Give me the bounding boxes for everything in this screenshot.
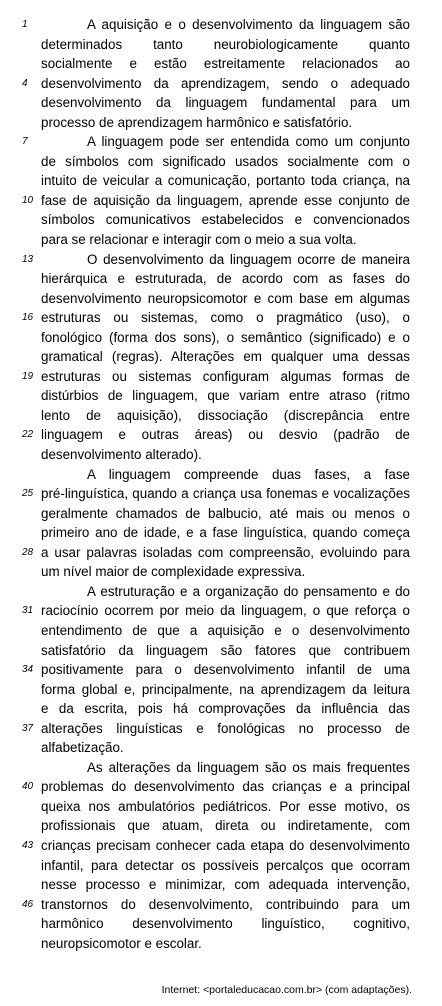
text-line — [0, 484, 442, 504]
text-line — [0, 699, 442, 719]
line-number: 16 — [22, 312, 34, 324]
text-line — [0, 816, 442, 836]
line-text: fase de aquisição da linguagem, aprende esse conjunto de — [41, 192, 410, 208]
line-text: símbolos comunicativos estabelecidos e convencionados — [41, 212, 410, 228]
line-text: A linguagem pode ser entendida como um conjunto — [87, 134, 410, 150]
text-line — [0, 93, 442, 113]
text-line — [0, 601, 442, 621]
line-text: neuropsicomotor e escolar. — [41, 935, 202, 951]
text-line — [0, 171, 442, 191]
line-text: estruturas ou sistemas, como o pragmático (uso), o — [41, 310, 410, 326]
text-line — [0, 523, 442, 543]
line-text: A aquisição e o desenvolvimento da linguagem são — [87, 17, 410, 32]
line-number: 4 — [22, 77, 28, 89]
text-line — [0, 582, 442, 602]
line-text: raciocínio ocorrem por meio da linguagem, o que reforça o — [41, 603, 410, 619]
line-text: linguagem e outras áreas) ou desvio (padrão de — [41, 427, 410, 443]
line-number: 40 — [22, 781, 34, 793]
line-text: e da escrita, pois há comprovações da influência das — [41, 701, 410, 717]
line-text: forma global e, principalmente, na aprendizagem da leitura — [41, 681, 410, 697]
line-number: 25 — [22, 488, 34, 500]
line-text: distúrbios de linguagem, que variam entre atraso (ritmo — [41, 388, 410, 404]
line-number: 28 — [22, 546, 34, 558]
text-line — [0, 425, 442, 445]
line-text: queixa nos ambulatórios pediátricos. Por esse motivo, os — [41, 798, 410, 814]
text-line — [0, 738, 442, 758]
text-line — [0, 856, 442, 876]
line-number: 7 — [22, 136, 28, 148]
text-line — [0, 230, 442, 250]
line-text: profissionais que atuam, direta ou indiretamente, com — [41, 818, 410, 834]
text-line — [0, 289, 442, 309]
text-line — [0, 562, 442, 582]
text-line — [0, 250, 442, 270]
line-text: hierárquica e estruturada, de acordo com as fases do — [41, 271, 410, 287]
line-text: estruturas ou sistemas configuram algumas formas de — [41, 368, 410, 384]
line-text: A linguagem compreende duas fases, a fase — [87, 466, 410, 482]
line-text: entendimento de que a aquisição e o desenvolvimento — [41, 622, 410, 638]
text-line — [0, 758, 442, 778]
text-line — [0, 543, 442, 563]
line-text: geralmente chamados de balbucio, até mais ou menos o — [41, 505, 410, 521]
text-line — [0, 836, 442, 856]
text-line — [0, 132, 442, 152]
line-text: desenvolvimento da linguagem fundamental para um — [41, 95, 410, 111]
text-line — [0, 660, 442, 680]
line-text: satisfatório da linguagem são fatores que contribuem — [41, 642, 410, 658]
text-line — [0, 895, 442, 915]
line-text: processo de aprendizagem harmônico e satisfatório. — [41, 114, 353, 130]
line-text: As alterações da linguagem são os mais frequentes — [87, 759, 410, 775]
line-number: 1 — [22, 19, 28, 30]
text-line — [0, 719, 442, 739]
text-line — [0, 914, 442, 934]
text-line — [0, 504, 442, 524]
line-number: 46 — [22, 898, 34, 910]
text-line — [0, 35, 442, 55]
line-text: a usar palavras isoladas com compreensão, evoluindo para — [41, 544, 410, 560]
line-number: 43 — [22, 839, 34, 851]
text-line — [0, 641, 442, 661]
text-line — [0, 191, 442, 211]
line-number: 10 — [22, 194, 34, 206]
line-text: transtornos do desenvolvimento, contribuindo para um — [41, 896, 410, 912]
text-line — [0, 445, 442, 465]
line-text: harmônico desenvolvimento linguístico, cognitivo, — [41, 916, 410, 932]
text-line — [0, 347, 442, 367]
line-text: positivamente para o desenvolvimento infantil de uma — [41, 662, 410, 678]
text-line — [0, 367, 442, 387]
line-text: pré-linguística, quando a criança usa fonemas e vocalizações — [41, 486, 410, 502]
line-text: primeiro ano de idade, e a fase linguística, quando começa — [41, 525, 410, 541]
line-number: 19 — [22, 370, 34, 382]
text-line — [0, 680, 442, 700]
line-text: alterações linguísticas e fonológicas no processo de — [41, 720, 410, 736]
line-text: desenvolvimento da aprendizagem, sendo o adequado — [41, 75, 410, 91]
line-text: intuito de veicular a comunicação, portanto toda criança, na — [41, 173, 410, 189]
document-body — [0, 15, 442, 953]
line-number: 22 — [22, 429, 34, 441]
line-text: problemas do desenvolvimento das crianças e a principal — [41, 779, 410, 795]
line-text: infantil, para detectar os possíveis percalços que ocorram — [41, 857, 410, 873]
line-text: desenvolvimento neuropsicomotor e com base em algumas — [41, 290, 410, 306]
line-text: um nível maior de complexidade expressiva. — [41, 564, 306, 580]
text-line — [0, 113, 442, 133]
line-text: alfabetização. — [41, 740, 124, 756]
text-line — [0, 210, 442, 230]
line-text: para se relacionar e interagir com o meio a sua volta. — [41, 232, 357, 248]
text-line — [0, 777, 442, 797]
line-text: socialmente e estão estreitamente relacionados ao — [41, 56, 410, 72]
text-line — [0, 54, 442, 74]
line-text: gramatical (regras). Alterações em qualquer uma dessas — [41, 349, 410, 365]
text-line — [0, 406, 442, 426]
text-line — [0, 465, 442, 485]
text-line — [0, 152, 442, 172]
text-line — [0, 269, 442, 289]
text-line — [0, 934, 442, 954]
text-line — [0, 308, 442, 328]
text-line — [0, 74, 442, 94]
line-text: A estruturação e a organização do pensamento e do — [87, 583, 410, 599]
text-line — [0, 797, 442, 817]
line-number: 37 — [22, 722, 34, 734]
line-text: desenvolvimento alterado). — [41, 447, 202, 463]
line-text: O desenvolvimento da linguagem ocorre de maneira — [87, 251, 410, 267]
line-text: nesse processo e minimizar, com adequada intervenção, — [41, 877, 410, 893]
line-number: 34 — [22, 664, 34, 676]
line-text: determinados tanto neurobiologicamente quanto — [41, 36, 410, 52]
line-number: 13 — [22, 253, 34, 265]
line-text: crianças precisam conhecer cada etapa do desenvolvimento — [41, 837, 410, 853]
source-citation: Internet: <portaleducacao.com.br> (com adaptações). — [161, 984, 412, 996]
text-line — [0, 328, 442, 348]
line-text: lento de aquisição), dissociação (discrepância entre — [41, 407, 410, 423]
line-text: de símbolos com significado usados socialmente com o — [41, 153, 410, 169]
line-text: fonológico (forma dos sons), o semântico (significado) e o — [41, 329, 410, 345]
text-line — [0, 621, 442, 641]
line-number: 31 — [22, 605, 34, 617]
text-line — [0, 15, 442, 35]
text-line — [0, 386, 442, 406]
text-line — [0, 875, 442, 895]
